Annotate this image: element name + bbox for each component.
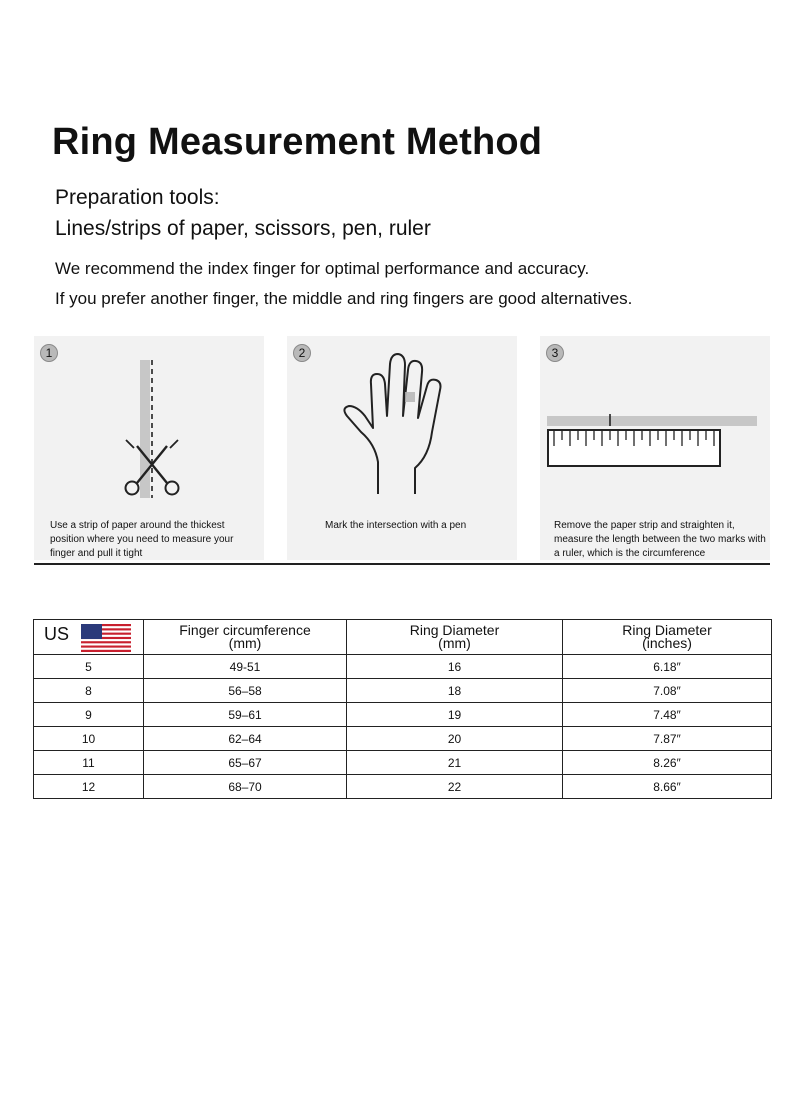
circumference-header	[144, 620, 347, 655]
step-caption: Mark the intersection with a pen	[325, 520, 467, 531]
table-row	[34, 751, 772, 775]
diameter-mm-cell: 21	[347, 751, 563, 775]
circumference-header-line1: Finger circumference	[179, 622, 311, 638]
alternative-text: If you prefer another finger, the middle and ring fingers are good alternatives.	[55, 289, 633, 308]
step-caption: Remove the paper strip and straighten it, measure the length between the two marks with a ruler, which is the circumference	[554, 520, 766, 559]
circumference-header-line2: (mm)	[228, 635, 262, 651]
diameter-mm-cell: 20	[347, 727, 563, 751]
table-row	[34, 775, 772, 799]
circumference-cell: 56–58	[144, 679, 347, 703]
us-size-cell: 12	[34, 775, 144, 799]
diameter-inches-cell: 8.26″	[563, 751, 772, 775]
us-size-cell: 9	[34, 703, 144, 727]
diameter-inches-header-line1: Ring Diameter	[622, 622, 712, 638]
step-1-panel	[34, 336, 264, 560]
diameter-inches-header	[563, 620, 772, 655]
table-row	[34, 655, 772, 679]
table-row	[34, 703, 772, 727]
circumference-cell: 65–67	[144, 751, 347, 775]
diameter-mm-cell: 19	[347, 703, 563, 727]
ring-size-table	[33, 619, 772, 799]
step-3-panel	[540, 336, 770, 560]
diameter-inches-cell: 7.87″	[563, 727, 772, 751]
us-header-label: US	[44, 624, 70, 644]
table-row	[34, 679, 772, 703]
section-divider	[34, 563, 770, 565]
us-size-cell: 11	[34, 751, 144, 775]
circumference-cell: 59–61	[144, 703, 347, 727]
preparation-tools: Lines/strips of paper, scissors, pen, ruler	[55, 217, 431, 240]
circumference-cell: 49-51	[144, 655, 347, 679]
circumference-cell: 68–70	[144, 775, 347, 799]
diameter-inches-cell: 6.18″	[563, 655, 772, 679]
diameter-inches-cell: 8.66″	[563, 775, 772, 799]
diameter-inches-header-line2: (inches)	[642, 635, 692, 651]
us-header-cell	[34, 620, 144, 655]
scissors-paper-strip-icon	[34, 336, 264, 516]
us-size-cell: 10	[34, 727, 144, 751]
circumference-cell: 62–64	[144, 727, 347, 751]
step-2-panel	[287, 336, 517, 560]
table-header-row	[34, 620, 772, 655]
step-number-badge: 1	[40, 344, 58, 362]
diameter-inches-cell: 7.48″	[563, 703, 772, 727]
us-size-cell: 8	[34, 679, 144, 703]
diameter-mm-cell: 16	[347, 655, 563, 679]
hand-mark-icon	[287, 336, 517, 516]
page-title: Ring Measurement Method	[52, 121, 543, 163]
step-caption: Use a strip of paper around the thickest position where you need to measure your finger and pull it tight	[50, 520, 234, 559]
ruler-icon	[540, 336, 770, 516]
us-size-cell: 5	[34, 655, 144, 679]
step-number-badge: 2	[293, 344, 311, 362]
preparation-heading: Preparation tools:	[55, 186, 220, 209]
recommendation-text: We recommend the index finger for optimal performance and accuracy.	[55, 259, 590, 278]
diameter-mm-header-line2: (mm)	[438, 635, 471, 651]
diameter-mm-header-line1: Ring Diameter	[409, 622, 500, 638]
step-number-badge: 3	[546, 344, 564, 362]
table-row	[34, 727, 772, 751]
diameter-mm-header	[347, 620, 563, 655]
us-flag-icon	[81, 624, 131, 652]
diameter-mm-cell: 18	[347, 679, 563, 703]
diameter-mm-cell: 22	[347, 775, 563, 799]
diameter-inches-cell: 7.08″	[563, 679, 772, 703]
